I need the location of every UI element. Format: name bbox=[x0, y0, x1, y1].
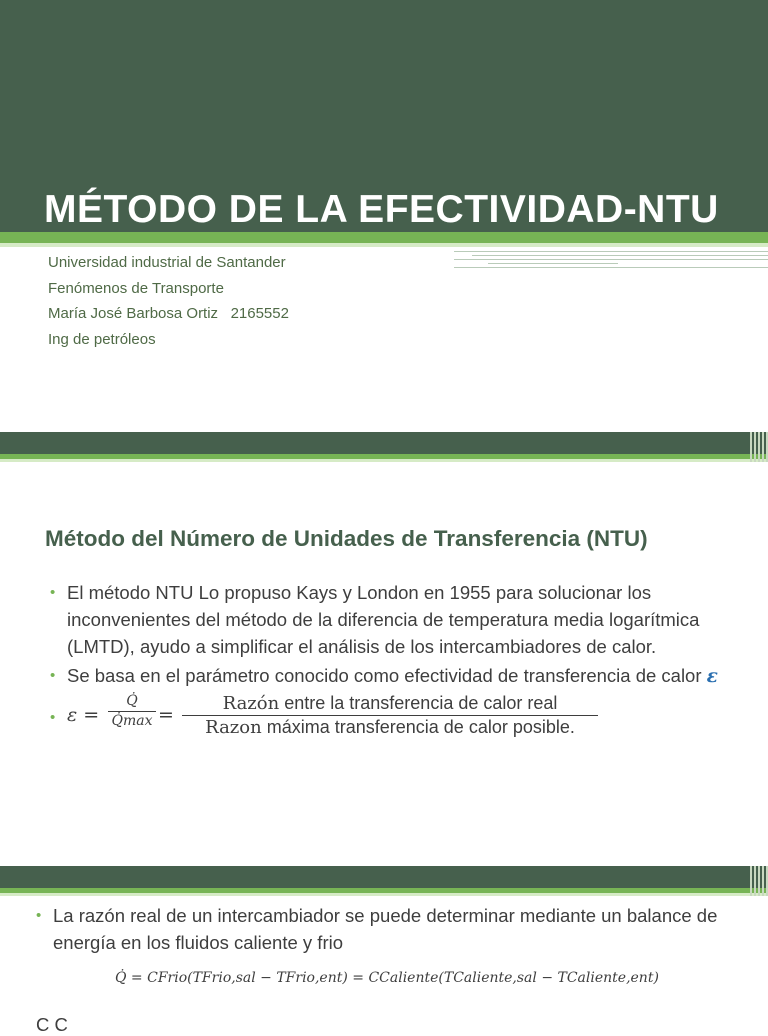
subtitle-author: María José Barbosa Ortiz 2165552 bbox=[48, 305, 289, 322]
slide-top-bar bbox=[0, 432, 768, 454]
accent-band bbox=[0, 232, 768, 243]
bullet-text: La razón real de un intercambiador se puede determinar mediante un balance de energía en los fluidos caliente y frio bbox=[53, 905, 718, 953]
bullet-dot-icon: • bbox=[36, 907, 42, 924]
energy-balance-slide bbox=[0, 866, 768, 1035]
slide-title: MÉTODO DE LA EFECTIVIDAD-NTU bbox=[44, 188, 719, 231]
bullet-text: El método NTU Lo propuso Kays y London en 1955 para solucionar los inconvenientes del método de la diferencia de temperatura media logarítmica (LMTD), ayudo a simplificar el análisis de los intercambiadores de calor. bbox=[67, 582, 700, 657]
bullet-list bbox=[50, 579, 740, 740]
fraction-q-over-qmax bbox=[108, 692, 156, 731]
epsilon-symbol: ε bbox=[706, 666, 718, 687]
slide-top-accent-light bbox=[0, 893, 768, 896]
bullet-dot-icon: • bbox=[50, 709, 56, 726]
title-slide bbox=[0, 0, 768, 432]
decorative-stripes bbox=[742, 432, 768, 462]
cut-off-text-line: C C bbox=[36, 1014, 68, 1035]
ntu-method-slide bbox=[0, 432, 768, 866]
formula-equals: = bbox=[158, 704, 174, 726]
slide-heading: Método del Número de Unidades de Transferencia (NTU) bbox=[45, 526, 648, 551]
bullet-dot-icon: • bbox=[50, 667, 56, 684]
energy-balance-equation: Q̇ = CFrio(TFrio,sal − TFrio,ent) = CCaliente(TCaliente,sal − TCaliente,ent) bbox=[115, 970, 659, 986]
formula-lhs: ε = bbox=[67, 704, 100, 726]
fraction-numerator-text: Razón entre la transferencia de calor real bbox=[222, 693, 558, 714]
decorative-lines bbox=[454, 248, 768, 270]
bullet-item bbox=[50, 662, 740, 690]
subtitle-block bbox=[48, 250, 289, 352]
fraction-ratio-text bbox=[182, 692, 598, 739]
accent-band-light bbox=[0, 243, 768, 247]
bullet-list bbox=[36, 902, 736, 958]
bullet-text: Se basa en el parámetro conocido como efectividad de transferencia de calor bbox=[67, 665, 702, 686]
bullet-item bbox=[50, 579, 740, 660]
slide-top-bar bbox=[0, 866, 768, 888]
subtitle-program: Ing de petróleos bbox=[48, 330, 156, 348]
fraction-numerator: Q̇ bbox=[126, 693, 138, 709]
bullet-item bbox=[36, 902, 736, 956]
subtitle-course: Fenómenos de Transporte bbox=[48, 279, 224, 297]
slide-top-accent-light bbox=[0, 459, 768, 462]
bullet-dot-icon: • bbox=[50, 584, 56, 601]
decorative-stripes bbox=[742, 866, 768, 896]
fraction-denominator-text: Razon máxima transferencia de calor posible. bbox=[205, 717, 575, 738]
subtitle-university: Universidad industrial de Santander bbox=[48, 254, 286, 271]
effectiveness-formula bbox=[50, 692, 740, 740]
fraction-denominator: Q̇max bbox=[111, 713, 153, 729]
